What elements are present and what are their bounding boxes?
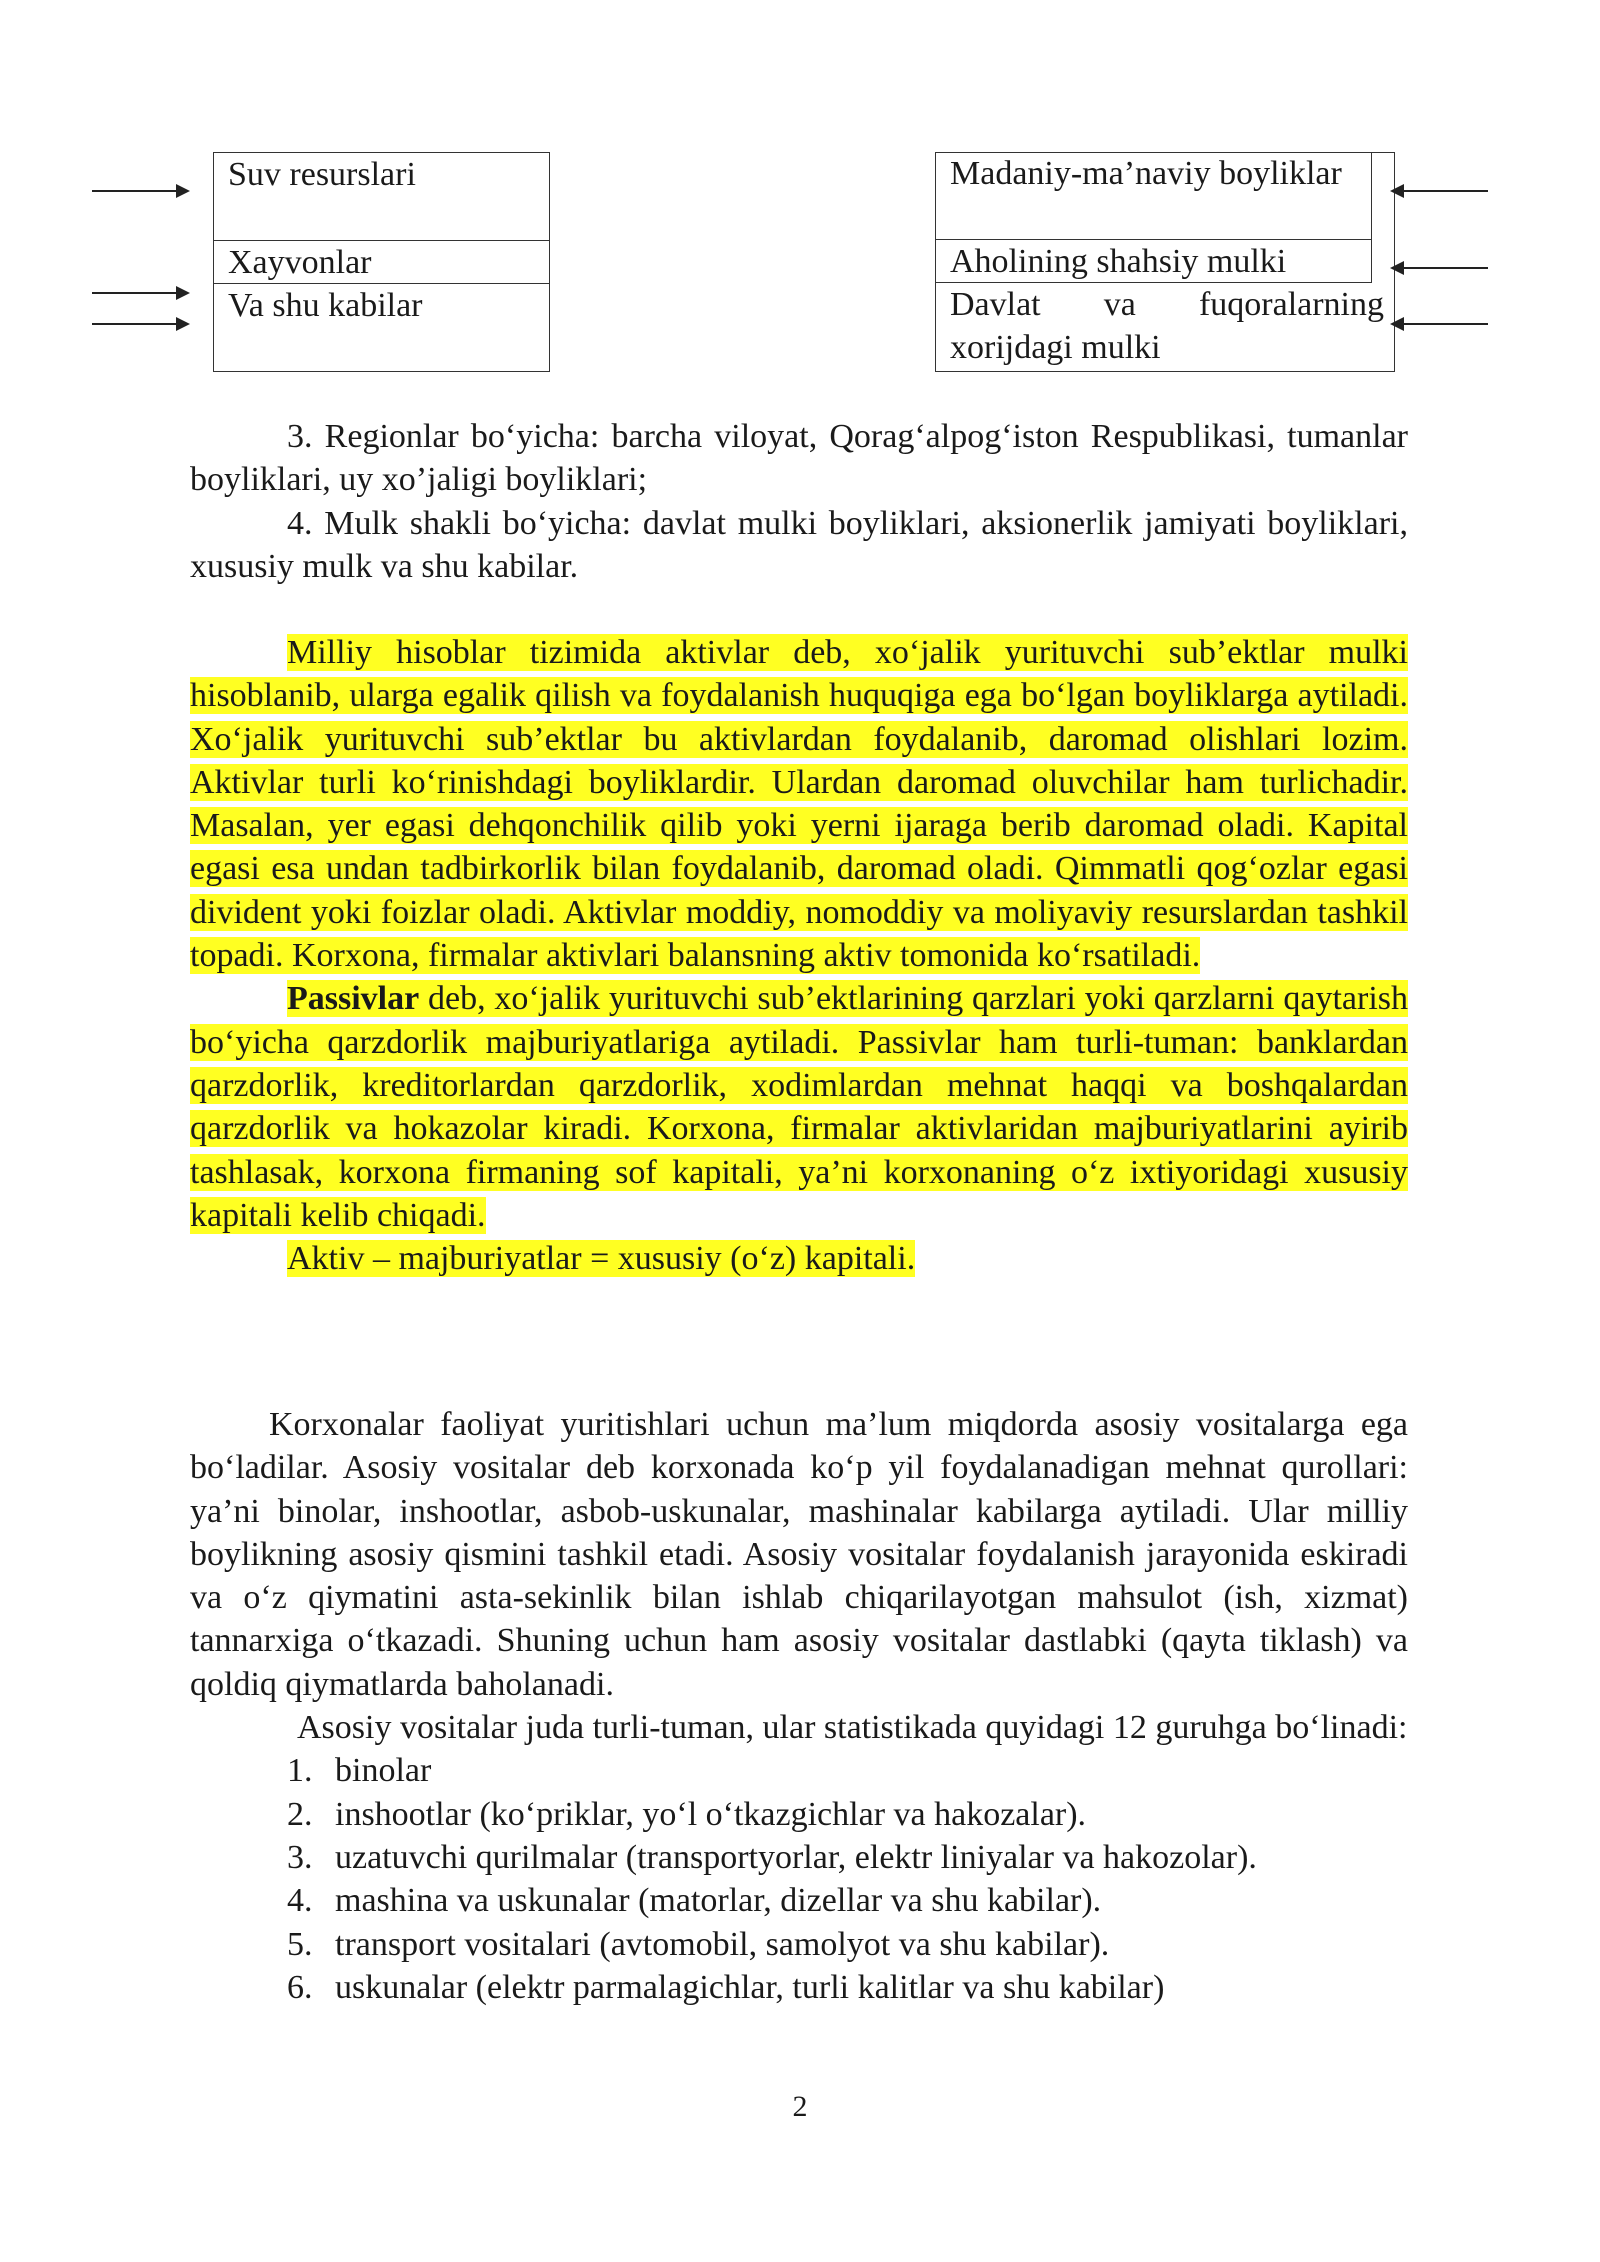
arrow-right-icon: [92, 190, 188, 192]
arrow-left-icon: [1392, 190, 1488, 192]
arrow-left-icon: [1392, 323, 1488, 325]
paragraph: Korxonalar faoliyat yuritishlari uchun ma’lum miqdorda asosiy vositalarga ega bo‘ladilar. Asosiy vositalar deb korxonada ko‘p yil foydalanadigan mehnat qurollari: ya’ni binolar, inshootlar, asbob-uskunalar, mashinalar kabilarga aytiladi. Ular milliy boylikning asosiy qismini tashkil etadi. Asosiy vositalar foydalanish jarayonida eskiradi va o‘z qiymatini asta-sekinlik bilan ishlab chiqarilayotgan mahsulot (ish, xizmat) tannarxiga o‘tkazadi. Shuning uchun ham asosiy vositalar dastlabki (qayta tiklash) va qoldiq qiymatlarda baholanadi.: [190, 1406, 1408, 1703]
list-item: 6. uskunalar (elektr parmalagichlar, turli kalitlar va shu kabilar): [287, 1968, 1165, 2006]
list-item: 3. uzatuvchi qurilmalar (transportyorlar, elektr liniyalar va hakozolar).: [287, 1838, 1257, 1876]
highlighted-text: Aktiv – majburiyatlar = xususiy (o‘z) kapitali.: [287, 1240, 916, 1278]
diagram-cell: Xayvonlar: [228, 244, 372, 281]
diagram-cell: Madaniy-ma’naviy boyliklar: [950, 155, 1342, 192]
fixed-assets-section: [190, 1403, 1408, 2009]
passives-definition: deb, xo‘jalik yurituvchi sub’ektlarining qarzlari yoki qarzlarni qaytarish bo‘yicha qarzdorlik majburiyatlariga aytiladi. Passivlar ham turli-tuman: banklardan qarzdorlik, kreditorlardan qarzdorlik, xodimlardan mehnat haqqi va boshqalardan qarzdorlik va hokazolar kiradi. Korxona, firmalar aktivlaridan majburiyatlarini ayirib tashlasak, korxona firmaning sof kapitali, ya’ni korxonaning o‘z ixtiyoridagi xususiy kapitali kelib chiqadi.: [190, 980, 1408, 1234]
diagram-cell: Aholining shahsiy mulki: [950, 243, 1287, 280]
asset-groups-list: [190, 1749, 1408, 2009]
paragraph-assets: [190, 631, 1408, 977]
formula: [190, 1237, 1408, 1280]
list-item: 4. mashina va uskunalar (matorlar, dizellar va shu kabilar).: [287, 1882, 1102, 1920]
highlighted-block: [190, 631, 1408, 1280]
arrow-right-icon: [92, 292, 188, 294]
diagram-cell: Va shu kabilar: [228, 287, 423, 324]
arrow-right-icon: [92, 323, 188, 325]
paragraph-passives: [190, 977, 1408, 1237]
paragraph: 3. Regionlar bo‘yicha: barcha viloyat, Qorag‘alpog‘iston Respublikasi, tumanlar boyliklari, uy xo’jaligi boyliklari;: [190, 418, 1408, 499]
list-item: 2. inshootlar (ko‘priklar, yo‘l o‘tkazgichlar va hakozalar).: [287, 1795, 1087, 1833]
highlighted-text: Milliy hisoblar tizimida aktivlar deb, xo‘jalik yurituvchi sub’ektlar mulki hisoblanib, ularga egalik qilish va foydalanish huquqiga ega bo‘lgan boyliklarga aytiladi. Xo‘jalik yurituvchi sub’ektlar bu aktivlardan foydalanib, daromad olishlari lozim. Aktivlar turli ko‘rinishdagi boyliklardir. Ulardan daromad oluvchilar ham turlichadir. Masalan, yer egasi dehqonchilik qilib yoki yerni ijaraga berib daromad oladi. Kapital egasi esa undan tadbirkorlik bilan foydalanib, daromad oladi. Qimmatli qog‘ozlar egasi divident yoki foizlar oladi. Aktivlar moddiy, nomoddiy va moliyaviy resurslardan tashkil topadi. Korxona, firmalar aktivlari balansning aktiv tomonida ko‘rsatiladi.: [190, 634, 1408, 975]
term-passives: Passivlar: [287, 980, 420, 1018]
list-item: 1. binolar: [287, 1752, 432, 1790]
list-item: 5. transport vositalari (avtomobil, samolyot va shu kabilar).: [287, 1925, 1110, 1963]
classification-list: [190, 415, 1408, 588]
arrow-left-icon: [1392, 267, 1488, 269]
diagram-left-box: [213, 152, 550, 372]
page-number: 2: [792, 2090, 808, 2123]
paragraph: Asosiy vositalar juda turli-tuman, ular statistikada quyidagi 12 guruhga bo‘linadi:: [297, 1709, 1408, 1747]
diagram-cell: Davlat va fuqoralarning xorijdagi mulki: [950, 286, 1384, 366]
highlighted-text: [190, 980, 1408, 1233]
diagram-right-box: [935, 152, 1395, 372]
paragraph: 4. Mulk shakli bo‘yicha: davlat mulki boyliklari, aksionerlik jamiyati boyliklari, xususiy mulk va shu kabilar.: [190, 504, 1408, 585]
diagram-cell: Suv resurslari: [228, 156, 416, 193]
